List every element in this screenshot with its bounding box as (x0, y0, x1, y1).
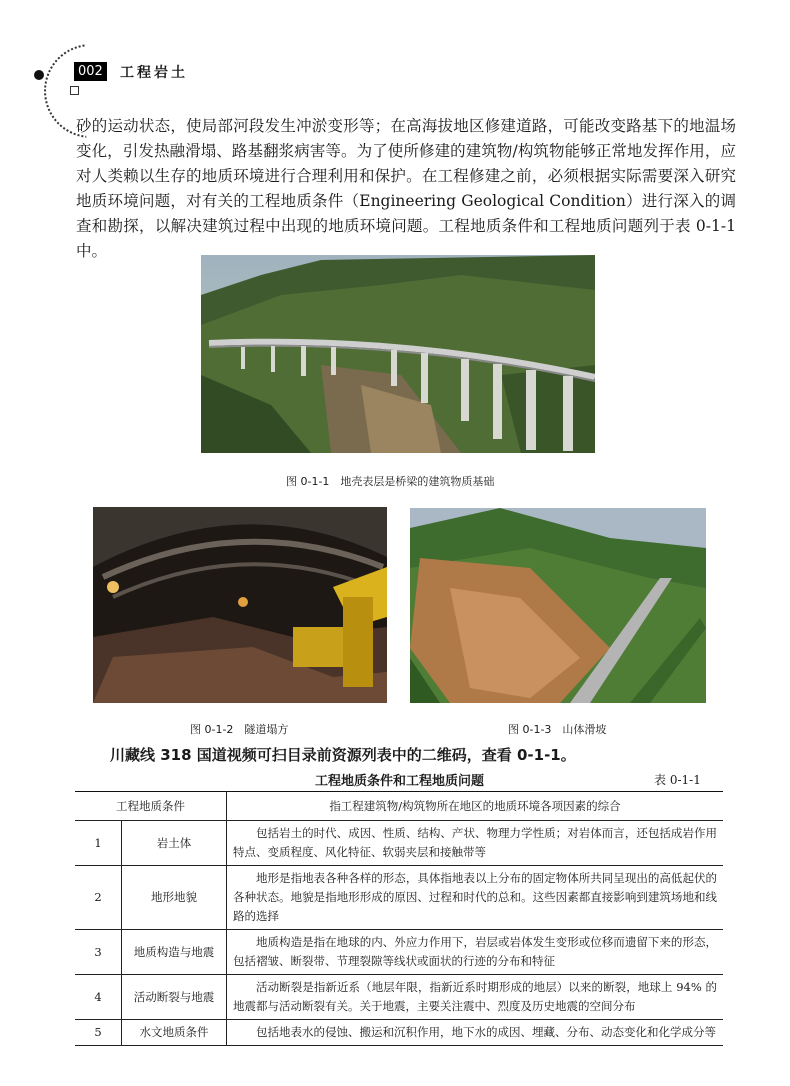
row-number: 4 (75, 975, 122, 1020)
row-description: 包括岩土的时代、成因、性质、结构、产状、物理力学性质；对岩体而言，还包括成岩作用特点、变质程度、风化特征、软弱夹层和接触带等 (227, 821, 724, 866)
running-title: 工程岩土 (120, 65, 188, 81)
table-row (75, 975, 723, 1020)
video-note: 川藏线 318 国道视频可扫目录前资源列表中的二维码，查看 0-1-1。 (110, 746, 576, 764)
row-description: 地形是指地表各种各样的形态，具体指地表以上分布的固定物体所共同呈现出的高低起伏的各种状态。地貌是指地形形成的原因、过程和时代的总和。这些因素都直接影响到建筑场地和线路的选择 (227, 866, 724, 930)
row-number: 3 (75, 930, 122, 975)
figure-caption-2: 图 0-1-2 隧道塌方 (190, 723, 289, 736)
table-header-cell: 指工程建筑物/构筑物所在地区的地质环境各项因素的综合 (227, 792, 724, 821)
landslide-photo (410, 508, 706, 703)
row-description: 地质构造是指在地球的内、外应力作用下，岩层或岩体发生变形或位移而遗留下来的形态，包括褶皱、断裂带、节理裂隙等线状或面状的行迹的分布和特征 (227, 930, 724, 975)
table-row (75, 930, 723, 975)
row-condition: 地形地貌 (122, 866, 227, 930)
row-condition: 水文地质条件 (122, 1020, 227, 1046)
row-description: 活动断裂是指新近系（地层年限，指新近系时期形成的地层）以来的断裂，地球上 94% 的地震都与活动断裂有关。关于地震，主要关注震中、烈度及历史地震的空间分布 (227, 975, 724, 1020)
row-condition: 活动断裂与地震 (122, 975, 227, 1020)
decorative-square (70, 86, 79, 95)
bridge-photo (201, 255, 595, 453)
figure-caption-1: 图 0-1-1 地壳表层是桥梁的建筑物质基础 (286, 475, 495, 488)
decorative-dot (34, 70, 44, 80)
figure-caption-3: 图 0-1-3 山体滑坡 (508, 723, 607, 736)
tunnel-collapse-photo (93, 507, 387, 703)
page-header (28, 36, 228, 106)
table-row (75, 1020, 723, 1046)
table-title: 工程地质条件和工程地质问题 (315, 774, 485, 789)
table-row (75, 866, 723, 930)
row-description: 包括地表水的侵蚀、搬运和沉积作用，地下水的成因、埋藏、分布、动态变化和化学成分等 (227, 1020, 724, 1046)
row-number: 1 (75, 821, 122, 866)
page-number: 002 (74, 62, 107, 81)
row-condition: 地质构造与地震 (122, 930, 227, 975)
row-number: 2 (75, 866, 122, 930)
geology-table (75, 791, 723, 1046)
row-condition: 岩土体 (122, 821, 227, 866)
table-header-row (75, 792, 723, 821)
row-number: 5 (75, 1020, 122, 1046)
body-paragraph: 砂的运动状态，使局部河段发生冲淤变形等；在高海拔地区修建道路，可能改变路基下的地温场变化，引发热融滑塌、路基翻浆病害等。为了使所修建的建筑物/构筑物能够正常地发挥作用，应对人类赖以生存的地质环境进行合理利用和保护。在工程修建之前，必须根据实际需要深入研究地质环境问题，对有关的工程地质条件（Engineering Geological Condition）进行深入的调查和勘探，以解决建筑过程中出现的地质环境问题。工程地质条件和工程地质问题列于表 0-1-1 中。 (76, 117, 736, 260)
table-header-cell: 工程地质条件 (75, 792, 227, 821)
table-row (75, 821, 723, 866)
table-number: 表 0-1-1 (654, 773, 701, 787)
